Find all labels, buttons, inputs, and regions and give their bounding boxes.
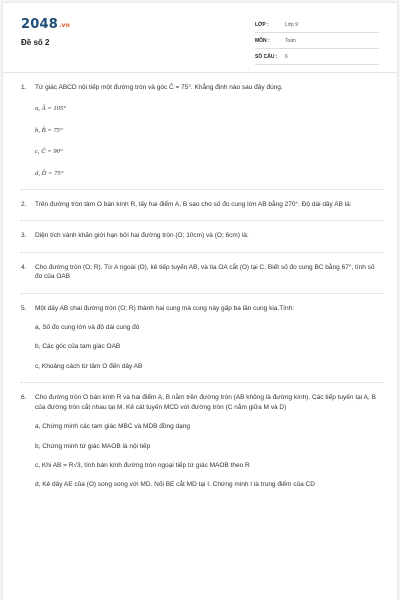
exam-title: Đề số 2 [21, 38, 50, 47]
question-text: Cho đường tròn O bán kính R và hai điểm A, B nằm trên đường tròn (AB không là đường kính). Các tiếp tuyến tại A, B của đường tròn cắt nhau tại M. Kẻ cát tuyến MCD với đường tròn (C nằm giữa M và D) [35, 394, 376, 411]
subquestion-a: a, Chứng minh các tam giác MBC và MDB đồng dạng [35, 423, 191, 431]
option-a[interactable]: a, Â = 105° [35, 105, 66, 113]
meta-count-row [255, 49, 379, 65]
meta-class-row [255, 17, 379, 33]
question-text: Trên đường tròn tâm O bán kính R, lấy hai điểm A, B sao cho số đo cung lớn AB bằng 270°. Độ dài dây AB là: [35, 201, 352, 209]
question-5 [21, 304, 383, 372]
question-list [21, 83, 383, 490]
question-6 [21, 393, 383, 489]
header [3, 3, 397, 73]
question-body [35, 83, 383, 178]
subquestion-b: b, Các góc của tam giác OAB [35, 343, 121, 351]
option-b[interactable]: b, B̂ = 75° [35, 126, 63, 134]
question-4 [21, 263, 383, 282]
logo-suffix: .vn [58, 22, 71, 29]
meta-value: Lớp 9 [285, 21, 299, 28]
subquestion-a: a, Số đo cung lớn và độ dài cung đó [35, 324, 140, 332]
question-1 [21, 83, 383, 178]
subquestion-d: d, Kẻ dây AE của (O) song song với MD. Nối BE cắt MD tại I. Chứng minh I là trung điểm của CD [35, 481, 315, 489]
meta-label: SỐ CÂU : [255, 53, 278, 60]
meta-subject-row [255, 33, 379, 49]
header-divider [3, 72, 397, 73]
question-number: 1. [21, 84, 27, 91]
subquestion-c: c, Khi AB = R√3, tính bán kính đường tròn ngoại tiếp tứ giác MAOB theo R [35, 461, 250, 469]
question-2 [21, 200, 383, 209]
logo-text: 2048 [21, 17, 58, 32]
question-number: 4. [21, 263, 27, 271]
question-text: Một dây AB chai đường tròn (O; R) thành hai cung mà cung này gấp ba lần cung kia.Tính: [35, 304, 295, 312]
exam-page [3, 3, 397, 600]
question-text: Tứ giác ABCD nội tiếp một đường tròn và góc Ĉ = 75°. Khẳng định nào sau đây đúng. [35, 84, 283, 91]
meta-value: Toán [285, 37, 296, 44]
subquestion-c: c, Khoảng cách từ tâm O đến dây AB [35, 362, 143, 370]
question-text: Cho đường tròn (O; R). Từ A ngoài (O), kẻ tiếp tuyến AB, và tia OA cắt (O) tại C. Biết số đo cung BC bằng 67°, tính số đo của OAB [35, 263, 375, 281]
question-number: 6. [21, 394, 27, 402]
exam-meta [255, 17, 379, 65]
question-3 [21, 231, 383, 240]
subquestion-b: b, Chứng minh tứ giác MAOB là nội tiếp [35, 442, 151, 450]
option-d[interactable]: d, D̂ = 75° [35, 169, 64, 177]
question-number: 3. [21, 232, 27, 240]
question-number: 2. [21, 201, 27, 209]
meta-label: MÔN : [255, 37, 270, 44]
question-body [35, 304, 383, 372]
option-c[interactable]: c, Ĉ = 90° [35, 148, 63, 156]
meta-value: 6 [285, 53, 288, 60]
site-logo[interactable] [21, 17, 70, 32]
question-number: 5. [21, 304, 27, 312]
question-text: Diện tích vành khăn giới hạn bởi hai đường tròn (O; 10cm) và (O; 6cm) là: [35, 232, 249, 240]
question-body [35, 393, 383, 489]
meta-label: LỚP : [255, 21, 269, 28]
